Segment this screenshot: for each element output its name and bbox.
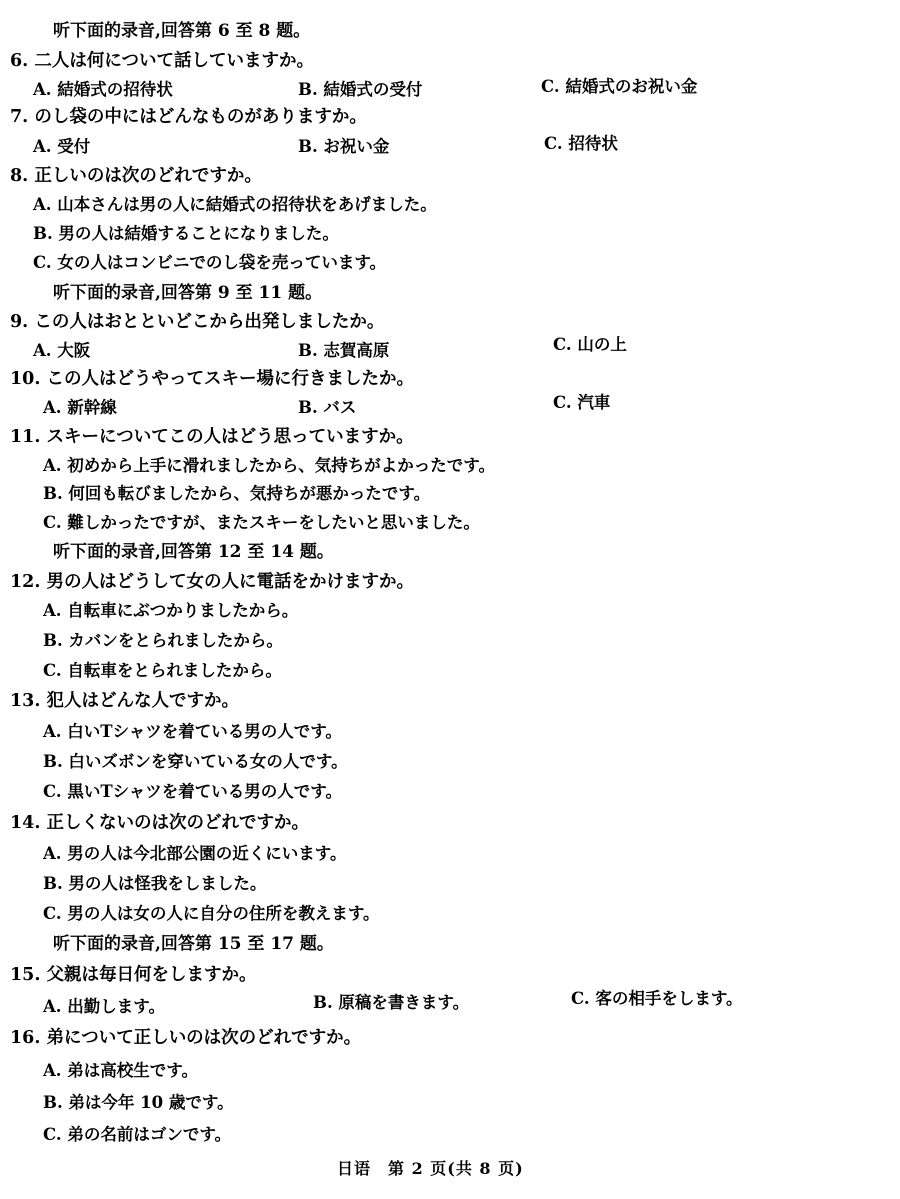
question-10-option-b: B. バス <box>298 398 357 417</box>
section-instruction-12-14: 听下面的录音,回答第 12 至 14 题。 <box>53 542 334 562</box>
question-15-option-c: C. 客の相手をします。 <box>571 989 743 1008</box>
section-instruction-9-11: 听下面的录音,回答第 9 至 11 题。 <box>53 283 323 303</box>
question-8-option-a: A. 山本さんは男の人に結婚式の招待状をあげました。 <box>33 195 437 214</box>
question-12-option-c: C. 自転車をとられましたから。 <box>43 661 282 680</box>
question-9-option-b: B. 志賀高原 <box>298 341 390 360</box>
question-12-stem: 12. 男の人はどうして女の人に電話をかけますか。 <box>10 572 415 592</box>
question-6-stem: 6. 二人は何について話していますか。 <box>10 51 315 71</box>
question-8-stem: 8. 正しいのは次のどれですか。 <box>10 166 262 186</box>
question-11-option-a: A. 初めから上手に滑れましたから、気持ちがよかったです。 <box>43 456 495 475</box>
section-instruction-15-17: 听下面的录音,回答第 15 至 17 题。 <box>53 934 334 954</box>
question-7-option-a: A. 受付 <box>33 137 91 156</box>
question-11-option-c: C. 難しかったですが、またスキーをしたいと思いました。 <box>43 513 480 532</box>
question-7-option-c: C. 招待状 <box>544 134 618 153</box>
section-instruction-6-8: 听下面的录音,回答第 6 至 8 题。 <box>53 21 311 41</box>
question-6-option-c: C. 結婚式のお祝い金 <box>541 77 698 96</box>
question-14-option-a: A. 男の人は今北部公園の近くにいます。 <box>43 844 347 863</box>
question-11-option-b: B. 何回も転びましたから、気持ちが悪かったです。 <box>43 484 431 503</box>
question-16-stem: 16. 弟について正しいのは次のどれですか。 <box>10 1028 362 1048</box>
question-15-option-a: A. 出勤します。 <box>43 997 165 1016</box>
question-12-option-b: B. カバンをとられましたから。 <box>43 631 283 650</box>
question-9-option-a: A. 大阪 <box>33 341 91 360</box>
question-9-stem: 9. この人はおとといどこから出発しましたか。 <box>10 312 385 332</box>
question-14-stem: 14. 正しくないのは次のどれですか。 <box>10 813 310 833</box>
question-10-option-a: A. 新幹線 <box>43 398 117 417</box>
page-footer: 日语 第 2 页(共 8 页) <box>337 1159 524 1178</box>
question-7-option-b: B. お祝い金 <box>298 137 390 156</box>
question-6-option-b: B. 結婚式の受付 <box>298 80 423 99</box>
question-16-option-a: A. 弟は高校生です。 <box>43 1061 198 1080</box>
question-9-option-c: C. 山の上 <box>553 335 627 354</box>
question-15-stem: 15. 父親は毎日何をしますか。 <box>10 965 257 985</box>
question-14-option-c: C. 男の人は女の人に自分の住所を教えます。 <box>43 904 380 923</box>
question-12-option-a: A. 自転車にぶつかりましたから。 <box>43 601 299 620</box>
question-6-option-a: A. 結婚式の招待状 <box>33 80 173 99</box>
question-10-option-c: C. 汽車 <box>553 393 611 412</box>
question-15-option-b: B. 原稿を書きます。 <box>313 993 470 1012</box>
question-7-stem: 7. のし袋の中にはどんなものがありますか。 <box>10 107 367 127</box>
question-13-option-a: A. 白いTシャツを着ている男の人です。 <box>43 722 342 741</box>
question-8-option-b: B. 男の人は結婚することになりました。 <box>33 224 339 243</box>
question-8-option-c: C. 女の人はコンビニでのし袋を売っています。 <box>33 253 387 272</box>
question-16-option-b: B. 弟は今年 10 歳です。 <box>43 1093 234 1112</box>
question-13-stem: 13. 犯人はどんな人ですか。 <box>10 691 240 711</box>
question-13-option-b: B. 白いズボンを穿いている女の人です。 <box>43 752 348 771</box>
question-13-option-c: C. 黒いTシャツを着ている男の人です。 <box>43 782 342 801</box>
question-10-stem: 10. この人はどうやってスキー場に行きましたか。 <box>10 369 415 389</box>
question-16-option-c: C. 弟の名前はゴンです。 <box>43 1125 232 1144</box>
question-14-option-b: B. 男の人は怪我をしました。 <box>43 874 267 893</box>
question-11-stem: 11. スキーについてこの人はどう思っていますか。 <box>10 427 414 447</box>
